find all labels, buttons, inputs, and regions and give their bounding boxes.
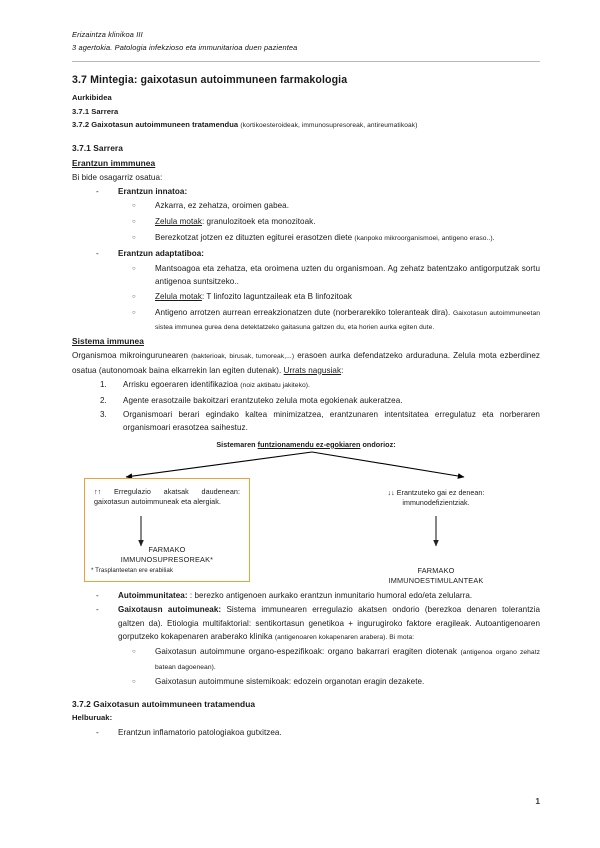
toc-item-371: 3.7.1 Sarrera [72,106,119,116]
section-371-heading: 3.7.1 Sarrera [72,142,123,153]
dash-bullet: - [96,605,99,615]
innate-item-3-paren: (kanpoko mikroorganismoei, antigeno eraso..). [354,235,495,243]
right-col-outcome-line2: IMMUNOESTIMULANTEAK [388,575,484,585]
si-part-a: Organismoa mikroingurunearen [72,351,192,361]
autoimmunitatea-label: Autoimmunitatea: [118,590,188,600]
immune-dysfunction-diagram [72,440,540,588]
toc-item-372 [72,118,540,132]
erantzun-immunea-heading: Erantzun immmunea [72,157,156,168]
right-col-outcome-line1: FARMAKO [417,565,455,575]
adaptive-item-3 [155,306,540,335]
circle-bullet-icon: ○ [132,293,136,300]
toc-item-372-detail: (kortikoesteroideak, immunosupresoreak, antireumatikoak) [240,121,418,129]
left-box-outcome [85,545,249,576]
erantzun-immunea-lead: Bi bide osagarriz osatua: [72,172,163,182]
diagram-caption-a: Sistemaren [216,439,258,449]
list-item [100,408,540,435]
erantzun-innatoa-label: Erantzun innatoa: [118,186,188,196]
page-title: 3.7 Mintegia: gaixotasun autoimmuneen farmakologia [72,74,348,86]
page-number: 1 [535,796,540,806]
organ-specific-main: Gaixotasun autoimmune organo-espezifikoak: organo bakarrari eragiten diotenak [155,647,461,657]
adaptive-item-3-detail: Gaixotasun autoimmuneetan sistea immunea gurea dena detektatzeko gaitasuna galtzen du, eta horien aurka egiten dute. [155,309,540,331]
immune-step-3: Organismoari berari egindako kaltea minimizatzea, erantzunaren intentsitatea erregulatuz eta norberaren organismoari erasotzea saihestuz. [123,409,540,433]
header-line-2: 3 agertokia. Patologia infekzioso eta immunitarioa duen pazientea [72,43,298,52]
erantzun-adaptatiboa-label: Erantzun adaptatiboa: [118,249,205,259]
innate-item-3 [155,231,540,246]
list-number: 2. [100,395,107,405]
list-item [96,185,540,198]
toc-item-372-bold: 3.7.2 Gaixotasun autoimmuneen tratamendua [72,119,241,129]
si-part-e: : [341,365,344,375]
list-item [132,262,540,289]
innate-item-1: Azkarra, ez zehatza, oroimen gabea. [155,201,290,211]
list-item [132,645,540,674]
diagram-caption-b: funtzionamendu ez-egokiaren [257,439,361,449]
adaptive-item-2 [155,290,540,305]
circle-bullet-icon: ○ [132,203,136,210]
adaptive-item-2-underline: Zelula motak [155,291,202,301]
si-part-d: Urrats nagusiak [283,365,342,375]
list-item [96,247,540,260]
adaptive-item-1: Mantsoagoa eta zehatza, eta oroimena uzten du organismoan. Ag zehatz batentzako antigorputzak sortu antigenoa suntsitzeko.. [155,263,540,287]
diagram-caption-c: ondorioz: [360,439,396,449]
autoimmunitatea-text: : berezko antigenoen aurkako erantzun inmunitario humoral edo/eta zelularra. [187,590,473,600]
left-box-outcome-line1: FARMAKO [148,545,186,555]
innate-item-2-underline: Zelula motak [155,217,202,227]
dash-bullet: - [96,727,99,737]
sistema-immunea-paragraph [72,349,540,377]
header-divider [72,61,540,62]
right-col-outcome [340,566,532,586]
organ-specific-item [155,645,540,674]
si-part-c: erasoen aurka defendatzeko arduraduna. Zelula mota ezberdinez osatua (autonomoak baina elkarrekin lan egiten dutenak). [72,351,540,375]
left-box-outcome-line2: IMMUNOSUPRESOREAK* [120,555,214,565]
dash-bullet: - [96,249,99,259]
arrow-to-right-column [312,452,464,477]
list-item [96,589,540,602]
circle-bullet-icon: ○ [132,235,136,242]
immune-step-2: Agente erasotzaile bakoitzari erantzuteko zelula mota egokienak aukeratzea. [123,395,403,405]
immune-step-1 [123,378,540,392]
dash-bullet: - [96,186,99,196]
list-item [100,394,540,407]
list-item [132,199,540,214]
systemic-item: Gaixotasun autoimmune sistemikoak: edozein organotan eragin dezakete. [155,677,425,687]
innate-item-2-rest: : granulozitoek eta monozitoak. [201,217,316,227]
sistema-immunea-heading: Sistema immunea [72,336,144,347]
arrow-to-left-box [126,452,312,477]
circle-bullet-icon: ○ [132,265,136,272]
innate-item-3-main: Berezkotzat jotzen ez dituzten egiturei erasotzen diete [155,233,355,243]
gaixotasun-autoimuneak-detail: (antigenoaren kokapenaren arabera). Bi mota: [274,634,415,641]
list-item [132,231,540,246]
toc-label: Aurkibidea [72,93,112,102]
goal-item-1: Erantzun inflamatorio patologiakoa gutxitzea. [118,727,282,737]
autoimmunitatea-item [118,589,540,602]
organ-specific-paren: (antigenoa organo zehatz batean dagoenean). [155,649,540,671]
innate-item-2 [155,215,540,230]
circle-bullet-icon: ○ [132,679,136,686]
adaptive-item-3-main: Antigeno arrotzen aurrean erreakzionatzen dute (norberarekiko toleranteak dira). [155,307,453,317]
left-box-footnote: * Trasplanteetan ere erabiliak [91,566,173,574]
immune-step-1-main: Arrisku egoeraren identifikazioa [123,380,241,390]
list-item [96,726,540,739]
right-col-condition-line1: ↓↓ Erantzuteko gai ez denean: [387,488,485,497]
circle-bullet-icon: ○ [132,649,136,656]
gaixotasun-autoimuneak-label: Gaixotausn autoimuneak: [118,605,222,615]
right-col-condition-line2: immunodefizientziak. [402,499,470,508]
list-number: 1. [100,380,107,390]
left-box-condition: ↑↑ Erregulazio akatsak daudenean: gaixotasun autoimmuneak eta alergiak. [94,486,240,507]
list-number: 3. [100,409,107,419]
circle-bullet-icon: ○ [132,309,136,316]
list-item [100,378,540,392]
adaptive-item-2-rest: : T linfozito laguntzaileak eta B linfozitoak [201,291,352,301]
list-item [132,215,540,230]
gaixotasun-autoimuneak-item [118,603,540,644]
list-item [96,603,540,644]
immunostimulant-column [340,488,532,585]
document-header [72,28,540,54]
si-part-b: (bakterioak, birusak, tumoreak,...) [191,353,295,361]
circle-bullet-icon: ○ [132,219,136,226]
helburuak-label: Helburuak: [72,713,113,723]
list-item [132,675,540,690]
dash-bullet: - [96,590,99,600]
header-line-1: Erizaintza klinikoa III [72,30,143,39]
immunosuppressant-box [84,478,250,582]
list-item [132,290,540,305]
section-372-heading: 3.7.2 Gaixotasun autoimmuneen tratamendua [72,699,256,710]
gaixotasun-autoimuneak-text: Sistema immunearen erregulazio akatsen ondorio (berezkoa denaren tolerantzia galtzen da). Etiologia multifaktorial: sentikortasun genetikoa + ingurugiroko faktore eragileak. Autoantigenoaren gorputzeko kokapenaren araberako klinika [118,605,540,641]
immune-step-1-paren: (noiz aktibatu jakiteko). [240,382,310,390]
list-item [132,306,540,335]
